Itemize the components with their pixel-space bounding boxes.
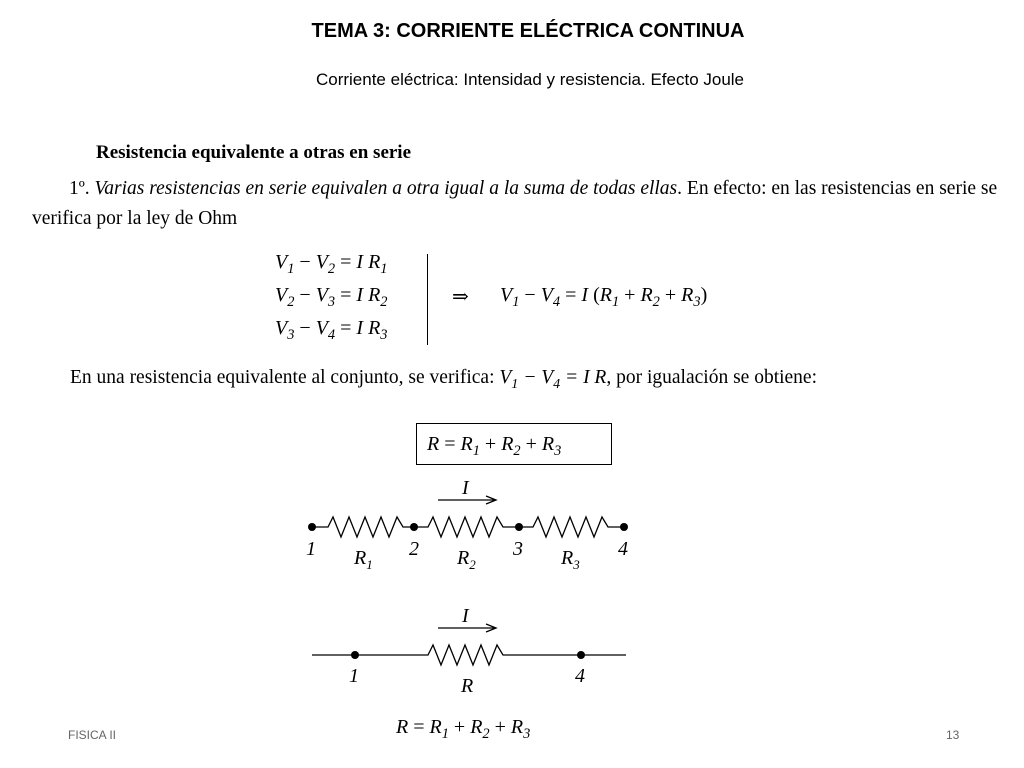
section-heading: Resistencia equivalente a otras en serie — [96, 142, 412, 163]
paragraph-equivalent-start: En una resistencia equivalente al conjunto, se verifica: — [70, 367, 495, 388]
node-label-1: 1 — [306, 538, 316, 560]
node-1-dot-equivalent — [351, 651, 359, 659]
footer-course: FISICA II — [68, 728, 117, 742]
resistor-label-r: R — [461, 675, 474, 697]
node-label-4: 4 — [618, 538, 628, 560]
resistor-r2-zigzag — [414, 517, 519, 537]
equation-result: $V_1 - V_4 = I$ $(R_1 + R_2 + R_3)$ — [500, 284, 708, 311]
paragraph-equivalent-end: , por igualación se obtiene: — [606, 367, 818, 388]
paragraph-italic-statement: Varias resistencias en serie equivalen a otra igual a la suma de todas ellas — [94, 178, 678, 199]
footer-page-number: 13 — [946, 728, 960, 742]
paragraph-number: 1º. — [69, 178, 90, 199]
node-label-4-equivalent: 4 — [575, 665, 585, 687]
node-2-dot — [410, 523, 418, 531]
boxed-equation: $R = R_1 + R_2 + R_3$ — [416, 423, 612, 465]
equation-1: $V_1 - V_2 = I$ $R_1$ — [275, 251, 388, 278]
resistor-label-r1: $R_1$ — [354, 547, 373, 572]
current-label-series: I — [462, 477, 469, 499]
equivalent-circuit — [312, 624, 626, 665]
node-label-3: 3 — [513, 538, 523, 560]
resistor-r3-zigzag — [519, 517, 624, 537]
current-label-equivalent: I — [462, 605, 469, 627]
final-equation: $R = R_1 + R_2 + R_3$ — [396, 716, 531, 743]
node-4-dot-equivalent — [577, 651, 585, 659]
slide-title: TEMA 3: CORRIENTE ELÉCTRICA CONTINUA — [311, 20, 745, 42]
equation-2: $V_2 - V_3 = I$ $R_2$ — [275, 284, 388, 311]
slide-subtitle: Corriente eléctrica: Intensidad y resistencia. Efecto Joule — [315, 70, 745, 89]
implies-symbol: ⇒ — [452, 286, 469, 308]
equation-3: $V_3 - V_4 = I$ $R_3$ — [275, 317, 388, 344]
node-label-1-equivalent: 1 — [349, 665, 359, 687]
inline-equation: $V_1 - V_4 = I$ R — [499, 367, 607, 392]
resistor-label-r2: $R_2$ — [457, 547, 476, 572]
resistor-r1-zigzag — [312, 517, 414, 537]
node-label-2: 2 — [409, 538, 419, 560]
paragraph-rest: . En efecto: en las resistencias en serie se verifica por la ley de Ohm — [32, 178, 998, 229]
node-1-dot — [308, 523, 316, 531]
node-4-dot — [620, 523, 628, 531]
series-circuit — [312, 496, 624, 537]
node-3-dot — [515, 523, 523, 531]
resistor-label-r3: $R_3$ — [561, 547, 580, 572]
